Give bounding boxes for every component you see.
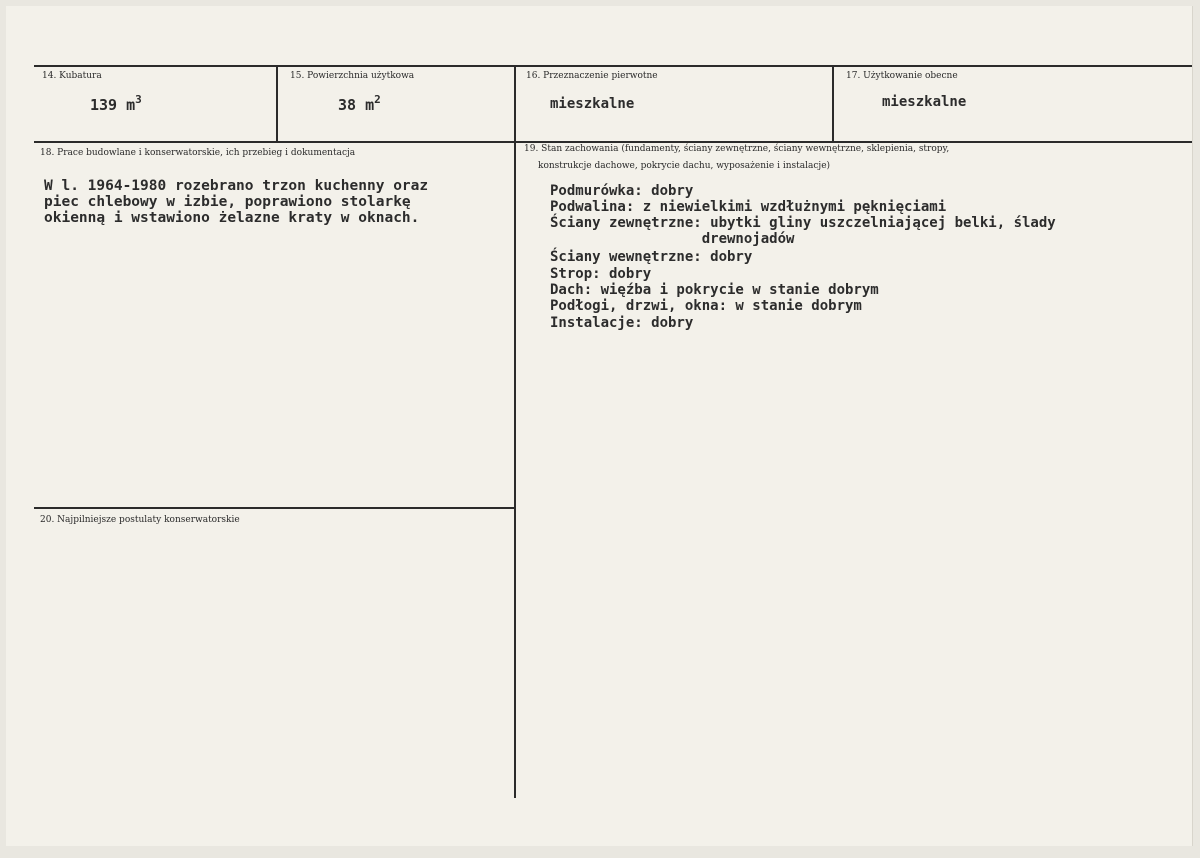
stan-line: Strop: dobry	[550, 266, 652, 282]
przeznaczenie-value: mieszkalne	[550, 96, 635, 112]
stan-label-line1: 19. Stan zachowania (fundamenty, ściany zewnętrzne, ściany wewnętrzne, sklepienia, stropy,	[524, 144, 950, 154]
record-card	[6, 6, 1193, 846]
section-20-rule	[34, 507, 514, 509]
stan-line: Podmurówka: dobry	[550, 183, 694, 199]
stan-line: Ściany wewnętrzne: dobry	[550, 249, 753, 265]
divider-14-15	[276, 65, 278, 143]
divider-16-17	[832, 65, 834, 143]
main-column-divider	[514, 141, 516, 798]
przeznaczenie-label: 16. Przeznaczenie pierwotne	[526, 71, 658, 81]
powierzchnia-label: 15. Powierzchnia użytkowa	[290, 71, 415, 81]
prace-line: okienną i wstawiono żelazne kraty w oknach.	[44, 210, 420, 226]
uzytkowanie-value: mieszkalne	[882, 94, 967, 110]
stan-line: drewnojadów	[550, 231, 795, 247]
uzytkowanie-label: 17. Użytkowanie obecne	[846, 71, 958, 81]
top-rule	[34, 65, 1192, 67]
prace-line: W l. 1964-1980 rozebrano trzon kuchenny oraz	[44, 178, 429, 194]
powierzchnia-value: 38 $m^2$	[338, 93, 381, 114]
prace-line: piec chlebowy w izbie, poprawiono stolarkę	[44, 194, 411, 210]
powierzchnia-unit-power: 2	[374, 93, 381, 106]
stan-line: Ściany zewnętrzne: ubytki gliny uszczelniającej belki, ślady	[550, 215, 1056, 231]
stan-line: Podwalina: z niewielkimi wzdłużnymi pęknięciami	[550, 199, 947, 215]
divider-15-16	[514, 65, 516, 143]
postulaty-label: 20. Najpilniejsze postulaty konserwatorskie	[40, 515, 240, 525]
stan-line: Instalacje: dobry	[550, 315, 694, 331]
kubatura-value: 139 $m^3$	[90, 93, 142, 114]
kubatura-unit-power: 3	[135, 93, 142, 106]
stan-label-line2: konstrukcje dachowe, pokrycie dachu, wyposażenie i instalacje)	[538, 161, 831, 171]
stan-line: Podłogi, drzwi, okna: w stanie dobrym	[550, 298, 862, 314]
prace-label: 18. Prace budowlane i konserwatorskie, ich przebieg i dokumentacja	[40, 148, 356, 158]
stan-line: Dach: więźba i pokrycie w stanie dobrym	[550, 282, 879, 298]
kubatura-label: 14. Kubatura	[42, 71, 102, 81]
